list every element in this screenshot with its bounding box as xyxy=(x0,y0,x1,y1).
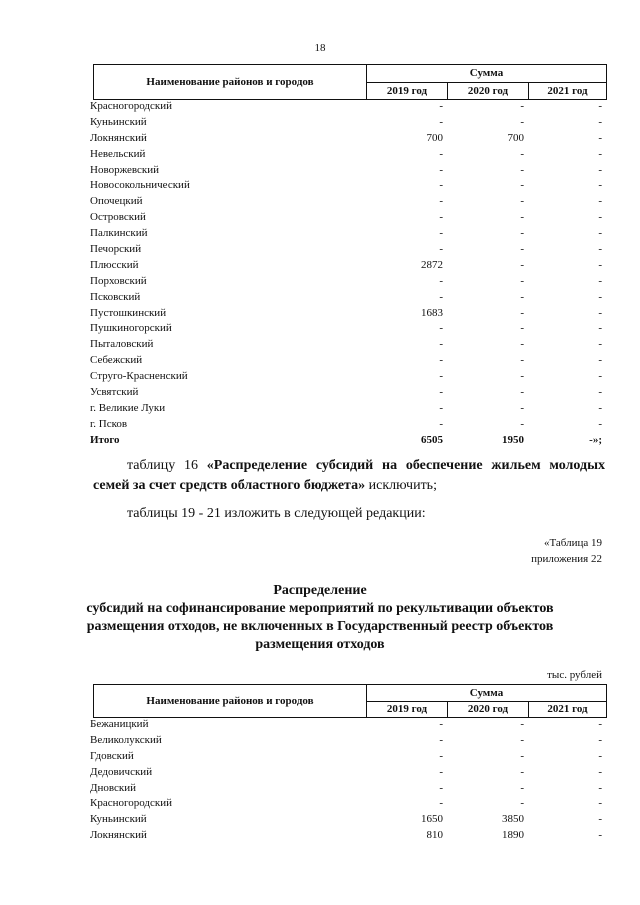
value-2020: - xyxy=(520,386,524,399)
value-2019: - xyxy=(439,781,443,794)
value-2020: - xyxy=(520,401,524,414)
table1-sum-header: Сумма xyxy=(367,65,606,83)
district-name: Пыталовский xyxy=(90,338,154,351)
value-2019: - xyxy=(439,386,443,399)
table-row xyxy=(90,306,612,322)
value-2019: 6505 xyxy=(421,433,443,446)
para1-suffix: исключить; xyxy=(365,478,437,493)
para1-prefix: таблицу 16 xyxy=(127,458,207,473)
value-2020: - xyxy=(520,322,524,335)
value-2019: 2872 xyxy=(421,258,443,271)
value-2020: - xyxy=(520,718,524,730)
value-2019: - xyxy=(439,227,443,240)
value-2020: - xyxy=(520,211,524,224)
table-row xyxy=(90,765,612,781)
value-2021: - xyxy=(598,179,602,192)
value-2020: - xyxy=(520,338,524,351)
table-row xyxy=(90,163,612,179)
district-name: Итого xyxy=(90,433,120,446)
district-name: Невельский xyxy=(90,147,146,160)
para1-bold-title: «Распределение субсидий на обеспечение жильем молодых семей за счет средств областного бюджета» xyxy=(93,458,605,493)
value-2019: 1683 xyxy=(421,306,443,319)
value-2019: - xyxy=(439,322,443,335)
table-row xyxy=(90,353,612,369)
table1-body xyxy=(90,99,612,449)
table-row xyxy=(90,258,612,274)
value-2020: - xyxy=(520,370,524,383)
table2-name-header: Наименование районов и городов xyxy=(94,685,367,717)
table-row xyxy=(90,796,612,812)
table-row xyxy=(90,781,612,797)
value-2020: - xyxy=(520,274,524,287)
value-2021: - xyxy=(598,797,602,810)
value-2020: 1890 xyxy=(502,829,524,842)
district-name: Островский xyxy=(90,211,146,224)
heading-line3: размещения отходов, не включенных в Государственный реестр объектов xyxy=(86,619,554,634)
paragraph-table16 xyxy=(93,456,605,496)
table19-ref-line1: «Таблица 19 xyxy=(543,537,602,549)
value-2019: - xyxy=(439,733,443,746)
district-name: Дновский xyxy=(90,781,137,794)
units-label: тыс. рублей xyxy=(547,669,602,681)
table1-header xyxy=(93,64,607,100)
value-2020: - xyxy=(520,290,524,303)
value-2020: - xyxy=(520,100,524,112)
value-2019: - xyxy=(439,195,443,208)
total-row xyxy=(90,433,612,449)
district-name: г. Великие Луки xyxy=(90,401,166,414)
value-2021: - xyxy=(598,131,602,144)
value-2019: - xyxy=(439,147,443,160)
table-row xyxy=(90,812,612,828)
value-2019: - xyxy=(439,401,443,414)
table2-year-2020: 2020 год xyxy=(467,703,509,715)
value-2021: - xyxy=(598,227,602,240)
table-row xyxy=(90,131,612,147)
value-2019: 1650 xyxy=(421,813,443,826)
page-number: 18 xyxy=(314,42,326,54)
value-2019: - xyxy=(439,179,443,192)
table-row xyxy=(90,321,612,337)
district-name: Плюсский xyxy=(90,258,139,271)
value-2019: - xyxy=(439,211,443,224)
table-row xyxy=(90,385,612,401)
value-2021: - xyxy=(598,100,602,112)
district-name: Гдовский xyxy=(90,749,134,762)
value-2020: - xyxy=(520,749,524,762)
value-2019: - xyxy=(439,417,443,430)
table2-year-2019: 2019 год xyxy=(386,703,428,715)
value-2020: - xyxy=(520,243,524,256)
table1-year-2021: 2021 год xyxy=(547,85,588,97)
value-2020: - xyxy=(520,733,524,746)
value-2021: - xyxy=(598,195,602,208)
district-name: Псковский xyxy=(90,290,141,303)
table-row xyxy=(90,274,612,290)
table1-year-2020: 2020 год xyxy=(467,85,509,97)
value-2020: - xyxy=(520,179,524,192)
district-name: г. Псков xyxy=(90,417,128,430)
value-2019: - xyxy=(439,163,443,176)
paragraph-tables-19-21: таблицы 19 - 21 изложить в следующей редакции: xyxy=(127,506,426,521)
value-2020: 700 xyxy=(507,131,524,144)
table-row xyxy=(90,194,612,210)
table-row xyxy=(90,290,612,306)
value-2020: 1950 xyxy=(502,433,524,446)
value-2020: - xyxy=(520,258,524,271)
table-row xyxy=(90,178,612,194)
value-2019: - xyxy=(439,718,443,730)
heading-line2: субсидий на софинансирование мероприятий по рекультивации объектов xyxy=(86,601,554,616)
table-row xyxy=(90,717,612,733)
value-2020: - xyxy=(520,306,524,319)
value-2019: 700 xyxy=(426,131,443,144)
district-name: Локнянский xyxy=(90,131,147,144)
table2-body xyxy=(90,717,612,844)
table-row xyxy=(90,242,612,258)
table19-ref-line2: приложения 22 xyxy=(531,553,602,565)
value-2021: - xyxy=(598,243,602,256)
value-2021: -»; xyxy=(589,433,602,446)
district-name: Великолукский xyxy=(90,733,162,746)
value-2019: - xyxy=(439,290,443,303)
table1-name-header: Наименование районов и городов xyxy=(94,65,367,99)
table2-header xyxy=(93,684,607,718)
district-name: Порховский xyxy=(90,274,147,287)
district-name: Печорский xyxy=(90,243,142,256)
value-2021: - xyxy=(598,147,602,160)
district-name: Себежский xyxy=(90,354,143,367)
district-name: Пушкиногорский xyxy=(90,322,172,335)
district-name: Новоржевский xyxy=(90,163,160,176)
value-2020: - xyxy=(520,354,524,367)
district-name: Бежаницкий xyxy=(90,718,149,730)
district-name: Куньинский xyxy=(90,813,147,826)
value-2021: - xyxy=(598,829,602,842)
value-2019: 810 xyxy=(426,829,443,842)
value-2019: - xyxy=(439,765,443,778)
value-2020: 3850 xyxy=(502,813,524,826)
table2-year-2021: 2021 год xyxy=(547,703,588,715)
value-2019: - xyxy=(439,749,443,762)
value-2020: - xyxy=(520,115,524,128)
district-name: Красногородский xyxy=(90,100,173,112)
value-2020: - xyxy=(520,781,524,794)
value-2021: - xyxy=(598,781,602,794)
value-2020: - xyxy=(520,417,524,430)
value-2019: - xyxy=(439,243,443,256)
value-2019: - xyxy=(439,274,443,287)
value-2021: - xyxy=(598,306,602,319)
value-2021: - xyxy=(598,718,602,730)
table-row xyxy=(90,369,612,385)
value-2019: - xyxy=(439,370,443,383)
table-row xyxy=(90,115,612,131)
district-name: Пустошкинский xyxy=(90,306,167,319)
heading-line4: размещения отходов xyxy=(255,637,385,652)
district-name: Новосокольнический xyxy=(90,179,190,192)
value-2019: - xyxy=(439,100,443,112)
value-2021: - xyxy=(598,211,602,224)
value-2020: - xyxy=(520,163,524,176)
table-row xyxy=(90,337,612,353)
value-2021: - xyxy=(598,115,602,128)
district-name: Локнянский xyxy=(90,829,147,842)
value-2019: - xyxy=(439,354,443,367)
table-row xyxy=(90,210,612,226)
value-2021: - xyxy=(598,370,602,383)
district-name: Усвятский xyxy=(90,386,139,399)
value-2021: - xyxy=(598,163,602,176)
district-name: Красногородский xyxy=(90,797,173,810)
table-row xyxy=(90,733,612,749)
value-2021: - xyxy=(598,765,602,778)
heading-line1: Распределение xyxy=(273,583,367,598)
district-name: Дедовичский xyxy=(90,765,153,778)
table1-year-2019: 2019 год xyxy=(386,85,428,97)
value-2020: - xyxy=(520,227,524,240)
value-2021: - xyxy=(598,401,602,414)
table-row xyxy=(90,401,612,417)
value-2021: - xyxy=(598,258,602,271)
value-2021: - xyxy=(598,813,602,826)
value-2021: - xyxy=(598,290,602,303)
table-row xyxy=(90,749,612,765)
value-2019: - xyxy=(439,797,443,810)
value-2021: - xyxy=(598,274,602,287)
value-2020: - xyxy=(520,147,524,160)
value-2020: - xyxy=(520,765,524,778)
value-2021: - xyxy=(598,733,602,746)
table2-sum-header: Сумма xyxy=(367,685,606,702)
value-2021: - xyxy=(598,417,602,430)
value-2019: - xyxy=(439,338,443,351)
value-2020: - xyxy=(520,195,524,208)
table-row xyxy=(90,147,612,163)
table-row xyxy=(90,226,612,242)
value-2019: - xyxy=(439,115,443,128)
district-name: Струго-Красненский xyxy=(90,370,188,383)
table-row xyxy=(90,99,612,115)
district-name: Куньинский xyxy=(90,115,147,128)
value-2020: - xyxy=(520,797,524,810)
value-2021: - xyxy=(598,322,602,335)
table-row xyxy=(90,828,612,844)
district-name: Опочецкий xyxy=(90,195,143,208)
district-name: Палкинский xyxy=(90,227,148,240)
value-2021: - xyxy=(598,386,602,399)
value-2021: - xyxy=(598,354,602,367)
value-2021: - xyxy=(598,749,602,762)
table-row xyxy=(90,417,612,433)
value-2021: - xyxy=(598,338,602,351)
